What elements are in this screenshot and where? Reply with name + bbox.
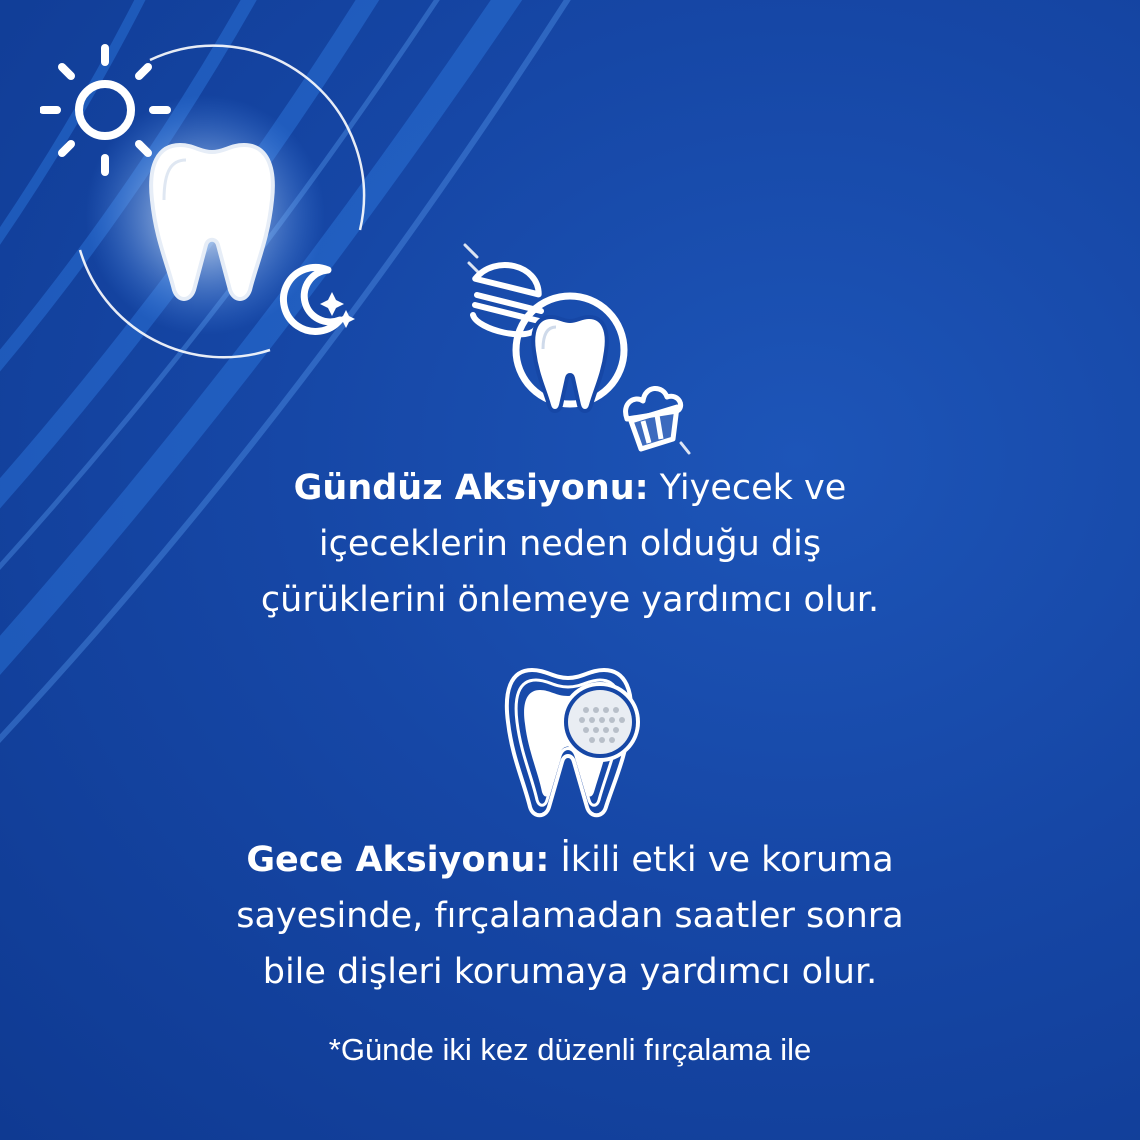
day-action-line-1: Yiyecek ve: [648, 468, 847, 508]
night-action-line-1: İkili etki ve koruma: [549, 840, 894, 880]
day-night-illustration: [40, 40, 380, 370]
food-protection-illustration: [455, 235, 695, 465]
night-action-line-2: sayesinde, fırçalamadan saatler sonra: [236, 896, 904, 936]
night-action-line-3: bile dişleri korumaya yardımcı olur.: [262, 952, 878, 992]
tooth-icon: [151, 145, 273, 299]
day-action-title: Gündüz Aksiyonu:: [293, 468, 649, 508]
moon-stars-icon: [283, 267, 355, 331]
day-action-line-2: içeceklerin neden olduğu diş: [318, 524, 822, 564]
day-action-text: [120, 460, 1020, 628]
sun-icon: [43, 48, 167, 172]
day-action-line-3: çürüklerini önlemeye yardımcı olur.: [260, 580, 880, 620]
shield-tooth-icon: [502, 662, 652, 822]
cupcake-icon: [626, 388, 681, 449]
night-action-title: Gece Aksiyonu:: [246, 840, 550, 880]
footnote: *Günde iki kez düzenli fırçalama ile: [328, 1032, 812, 1067]
night-action-text: [120, 832, 1020, 1000]
burger-icon: [473, 255, 545, 335]
